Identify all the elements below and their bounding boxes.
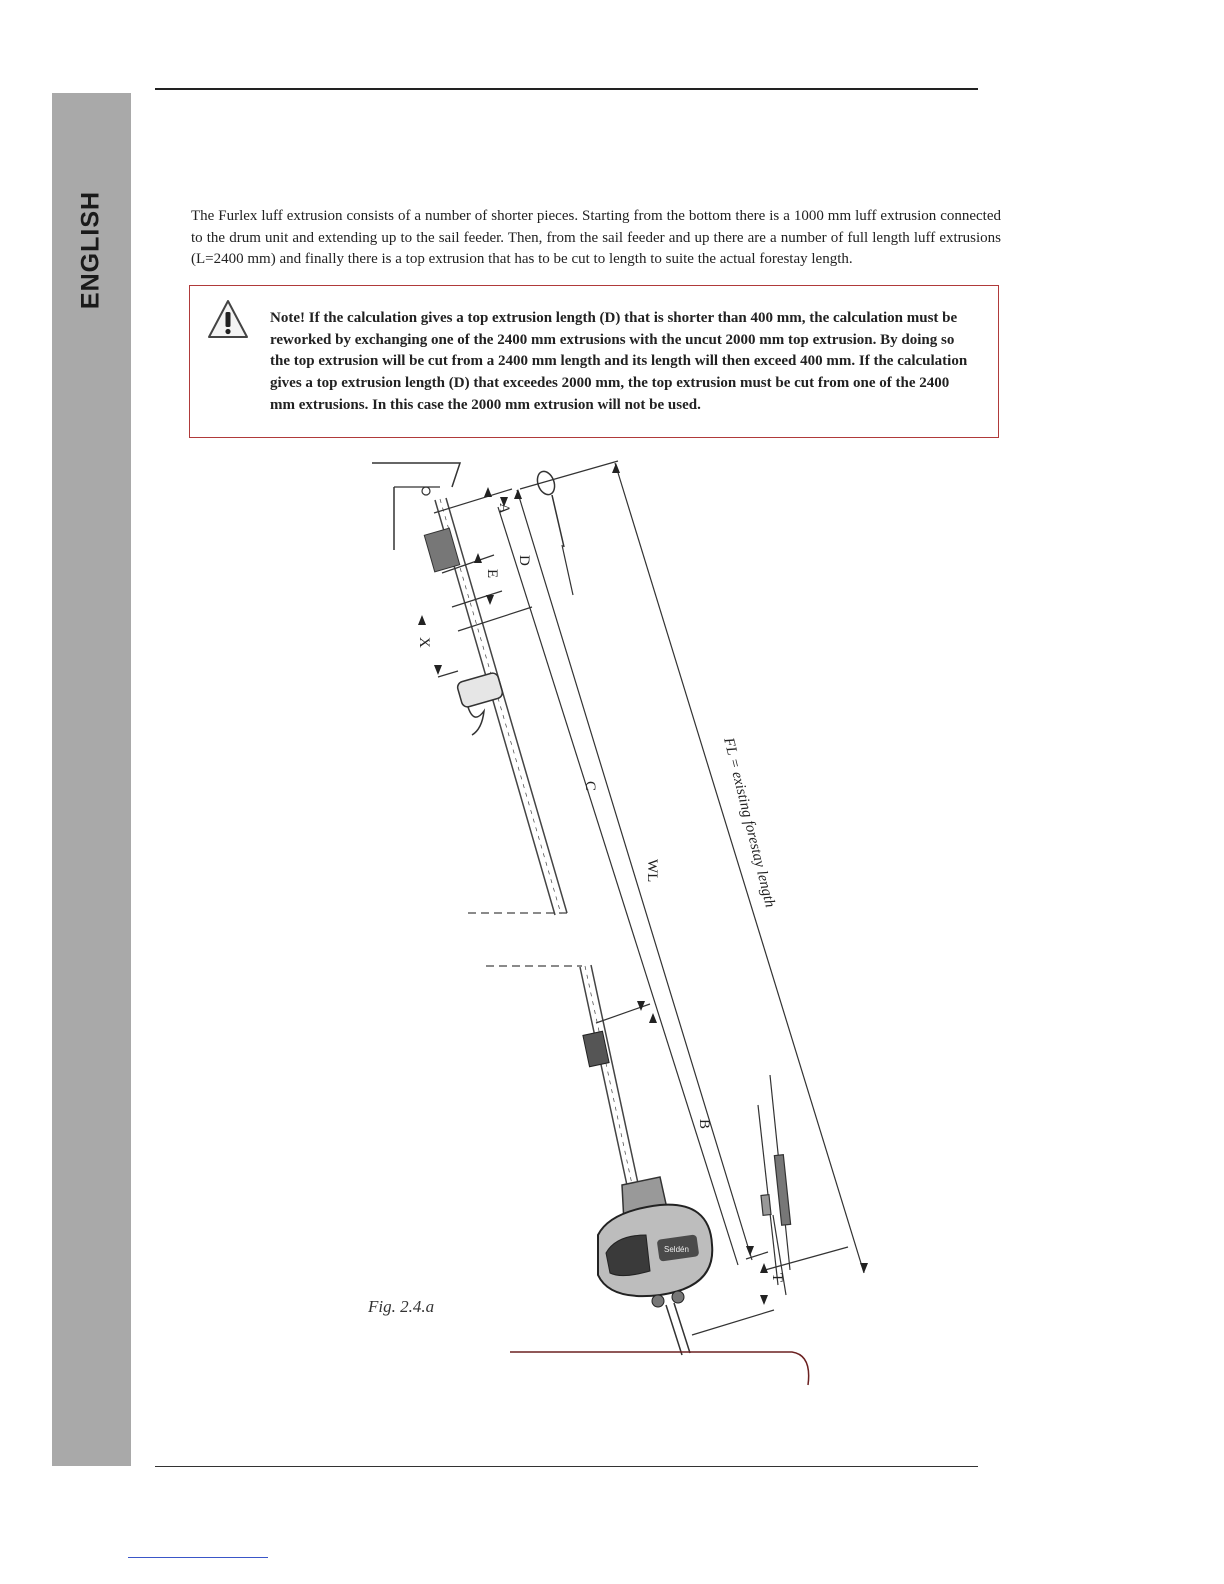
- extrusion-joiner: [583, 1031, 609, 1066]
- dim-label-wl: WL: [644, 859, 660, 883]
- drum-turnbuckle: [666, 1303, 690, 1355]
- drum-brand: Seldén: [664, 1245, 689, 1254]
- dim-label-fl: FL = existing forestay length: [720, 736, 778, 910]
- footer-link-underline[interactable]: [128, 1557, 268, 1558]
- footer-rule: [155, 1466, 978, 1467]
- forestay-diagram: [360, 455, 900, 1395]
- note-text: Note! If the calculation gives a top extrusion length (D) that is shorter than 400 mm, the calculation must be reworked by exchanging one of the 2400 mm extrusions with the uncut 2000 mm top extrusion. By doing so the top extrusion will be cut from a 2400 mm length and its length will then exceed 400 mm. If the calculation gives a top extrusion length (D) that exceedes 2000 mm, the top extrusion must be cut from one of the 2400 mm extrusions. In this case the 2000 mm extrusion will not be used.: [270, 310, 968, 413]
- dim-label-d: D: [516, 555, 532, 566]
- drum-unit: [598, 1177, 712, 1307]
- note-box: [189, 285, 999, 438]
- top-swivel: [424, 528, 459, 572]
- sail-feeder: [456, 672, 504, 735]
- dim-label-b: B: [696, 1119, 712, 1130]
- language-label: ENGLISH: [76, 190, 105, 310]
- rigging-screw-detail: [758, 1075, 791, 1295]
- warning-icon: [206, 298, 250, 342]
- dim-label-x: X: [416, 637, 432, 648]
- luff-extrusion-lower: [580, 965, 639, 1190]
- intro-paragraph: The Furlex luff extrusion consists of a number of shorter pieces. Starting from the bottom there is a 1000 mm luff extrusion connected to the drum unit and extending up to the sail feeder. Then, from the sail feeder and up there are a number of full length luff extrusions (L=2400 mm) and finally there is a top extrusion that has to be cut to length to suite the actual forestay length.: [191, 208, 1001, 267]
- existing-forestay: [534, 469, 573, 595]
- dim-label-a: A: [496, 503, 512, 514]
- dim-label-e: E: [484, 569, 500, 579]
- dimension-arrows: [418, 463, 868, 1305]
- dim-label-t: T: [769, 1273, 785, 1283]
- dim-label-c: C: [582, 781, 598, 792]
- deck-line: [510, 1352, 809, 1385]
- figure-caption: Fig. 2.4.a: [368, 1297, 435, 1316]
- header-rule: [155, 88, 978, 90]
